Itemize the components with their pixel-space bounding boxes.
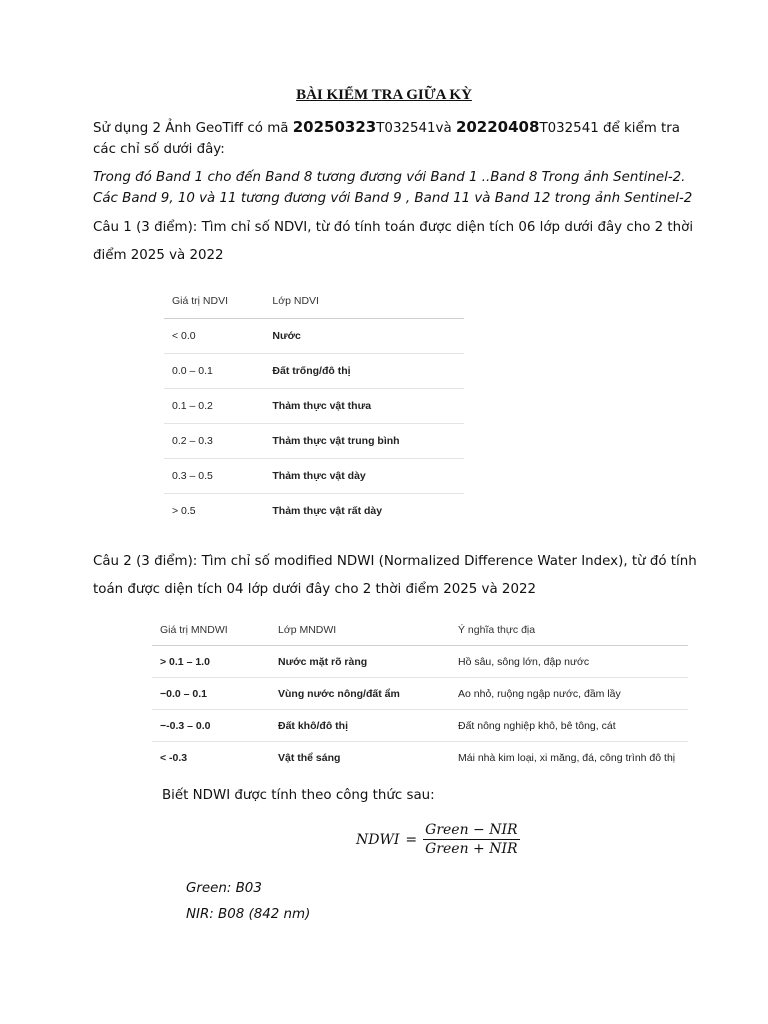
table-row (152, 742, 688, 774)
ndvi-class-cell: Đất trống/đô thị (264, 354, 464, 389)
green-band-line: Green: B03 (186, 881, 262, 896)
table-row (164, 424, 464, 459)
table-row (152, 646, 688, 678)
mndwi-meaning-cell: Ao nhỏ, ruộng ngập nước, đầm lầy (450, 678, 688, 710)
table-row (164, 494, 464, 529)
intro-paragraph (93, 117, 703, 160)
table-row (164, 319, 464, 354)
ndvi-header-value: Giá trị NDVI (164, 284, 264, 319)
mndwi-value-cell: −-0.3 – 0.0 (152, 710, 270, 742)
formula-numerator: Green − NIR (425, 822, 518, 838)
intro-text-2: T032541và (376, 121, 456, 136)
image-code-1: 20250323 (292, 118, 377, 136)
ndvi-class-cell: Thảm thực vật thưa (264, 389, 464, 424)
formula-fraction (423, 822, 519, 857)
ndvi-class-cell: Nước (264, 319, 464, 354)
ndvi-class-cell: Thảm thực vật trung bình (264, 424, 464, 459)
ndvi-class-cell: Thảm thực vật rất dày (272, 505, 383, 517)
ndvi-value-cell: 0.3 – 0.5 (164, 459, 264, 494)
question-1: Câu 1 (3 điểm): Tìm chỉ số NDVI, từ đó tính toán được diện tích 06 lớp dưới đây cho 2 thời điểm 2025 và 2022 (93, 220, 694, 263)
mndwi-class-cell: Đất khô/đô thị (270, 710, 450, 742)
formula-lhs: NDWI (356, 831, 400, 848)
mndwi-class-cell: Nước mặt rõ ràng (270, 646, 450, 678)
ndvi-table-header (164, 284, 464, 319)
band-note: Trong đó Band 1 cho đến Band 8 tương đương với Band 1 ..Band 8 Trong ảnh Sentinel-2. Các Band 9, 10 và 11 tương đương với Band 9 , Band 11 và Band 12 trong ảnh Sentinel-2 (93, 170, 693, 206)
ndvi-header-class: Lớp NDVI (264, 284, 464, 319)
image-code-2: 20220408 (455, 118, 540, 136)
mndwi-value-cell: > 0.1 – 1.0 (152, 646, 270, 678)
ndvi-value-cell: 0.0 – 0.1 (164, 354, 264, 389)
ndvi-value-cell: 0.2 – 0.3 (164, 424, 264, 459)
mndwi-meaning-cell: Đất nông nghiệp khô, bê tông, cát (450, 710, 688, 742)
intro-text-1: Sử dụng 2 Ảnh GeoTiff có mã (93, 121, 293, 136)
ndvi-class-cell: Thảm thực vật dày (264, 459, 464, 494)
ndvi-value-cell: 0.1 – 0.2 (164, 389, 264, 424)
formula-equals: = (405, 831, 418, 848)
mndwi-value-cell: < -0.3 (160, 751, 188, 764)
mndwi-header-class: Lớp MNDWI (270, 614, 450, 646)
mndwi-value-cell: −0.0 – 0.1 (152, 678, 270, 710)
mndwi-meaning-cell: Mái nhà kim loại, xi măng, đá, công trình đô thị (458, 751, 676, 764)
table-row (152, 710, 688, 742)
mndwi-meaning-cell: Hồ sâu, sông lớn, đập nước (450, 646, 688, 678)
ndvi-value-cell: > 0.5 (172, 505, 196, 517)
table-row (152, 678, 688, 710)
table-row (164, 389, 464, 424)
table-row (164, 459, 464, 494)
question-2: Câu 2 (3 điểm): Tìm chỉ số modified NDWI (Normalized Difference Water Index), từ đó tính toán được diện tích 04 lớp dưới đây cho 2 thời điểm 2025 và 2022 (93, 554, 697, 597)
nir-band-line: NIR: B08 (842 nm) (186, 907, 311, 922)
table-row (164, 354, 464, 389)
mndwi-class-cell: Vùng nước nông/đất ẩm (270, 678, 450, 710)
mndwi-class-cell: Vật thể sáng (278, 751, 341, 764)
mndwi-table-header (152, 614, 688, 646)
ndvi-table (164, 284, 464, 528)
mndwi-header-value: Giá trị MNDWI (152, 614, 270, 646)
page-title: BÀI KIỂM TRA GIỮA KỲ (296, 87, 472, 103)
formula-denominator: Green + NIR (425, 841, 518, 857)
formula-intro: Biết NDWI được tính theo công thức sau: (162, 788, 435, 803)
mndwi-table (152, 614, 688, 773)
ndvi-value-cell: < 0.0 (164, 319, 264, 354)
mndwi-header-meaning: Ý nghĩa thực địa (450, 614, 688, 646)
intro-text-3: T032541 để kiểm tra các chỉ số dưới đây: (93, 121, 680, 157)
ndwi-formula (356, 822, 520, 857)
